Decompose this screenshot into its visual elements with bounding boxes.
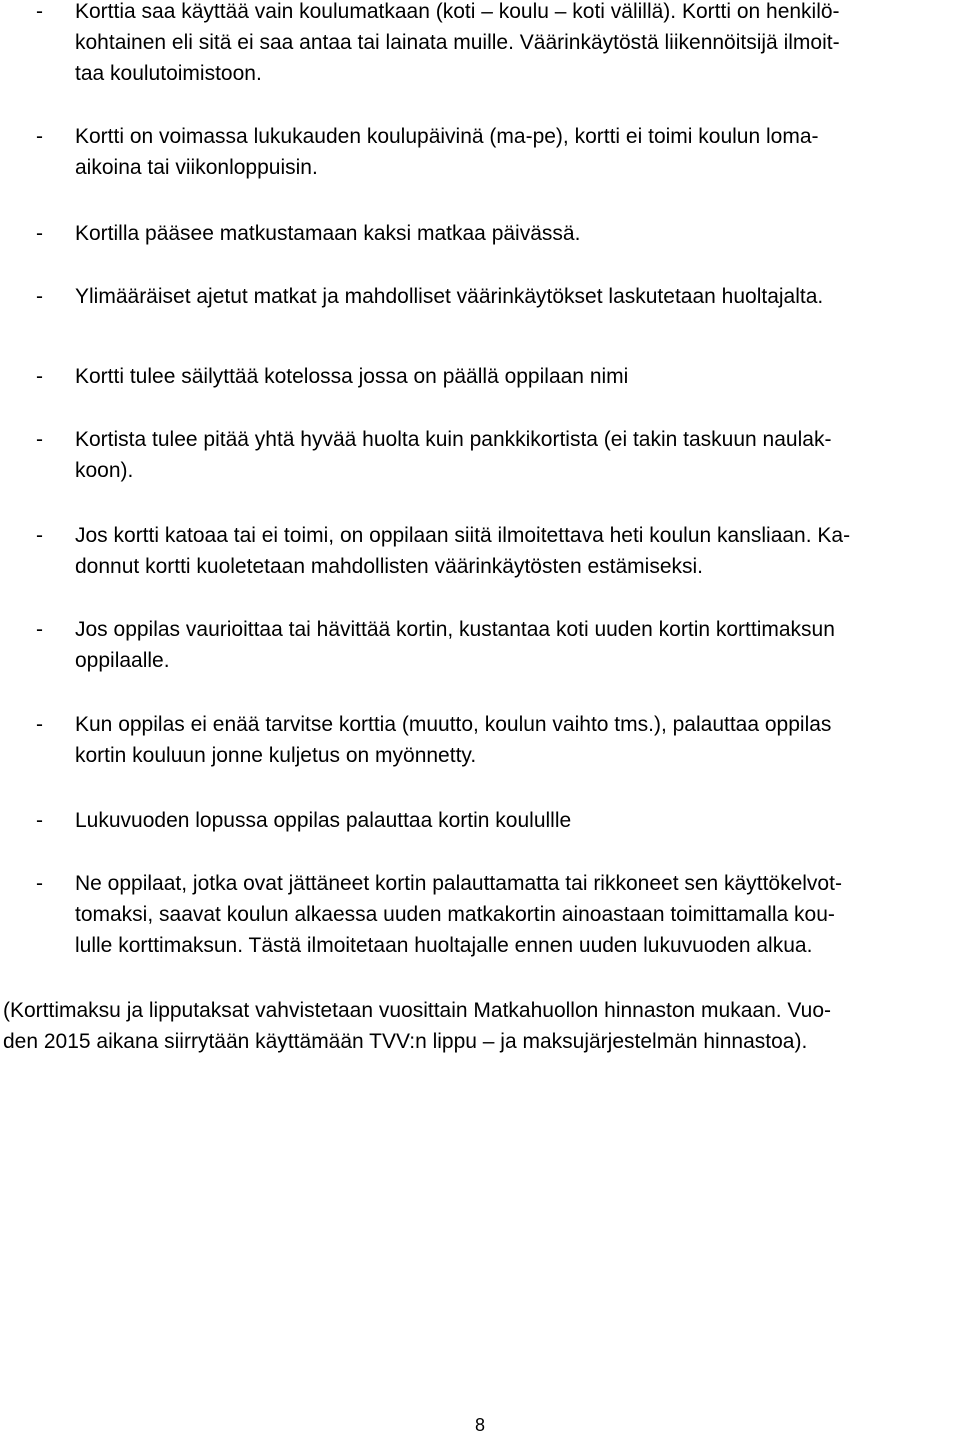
bullet-dash: -: [36, 222, 43, 245]
text-line: kohtainen eli sitä ei saa antaa tai lainata muille. Väärinkäytöstä liikennöitsijä ilmoit-: [75, 31, 840, 54]
text-line: Kortti on voimassa lukukauden koulupäivinä (ma-pe), kortti ei toimi koulun loma-: [75, 125, 819, 148]
bullet-dash: -: [36, 285, 43, 308]
text-line: Kortilla pääsee matkustamaan kaksi matkaa päivässä.: [75, 222, 581, 245]
bullet-dash: -: [36, 713, 43, 736]
bullet-dash: -: [36, 618, 43, 641]
text-line: kortin kouluun jonne kuljetus on myönnetty.: [75, 744, 477, 767]
list-item-text: [75, 805, 571, 836]
list-item-text: [75, 424, 831, 486]
list-item-text: [75, 0, 840, 89]
bullet-dash: -: [36, 872, 43, 895]
text-line: lulle korttimaksun. Tästä ilmoitetaan huoltajalle ennen uuden lukuvuoden alkua.: [75, 934, 813, 957]
text-line: Ne oppilaat, jotka ovat jättäneet kortin palauttamatta tai rikkoneet sen käyttökelvot-: [75, 872, 842, 895]
list-item-text: [75, 121, 819, 183]
text-line: Lukuvuoden lopussa oppilas palauttaa kortin koulullle: [75, 809, 572, 832]
bullet-dash: -: [36, 524, 43, 547]
bullet-dash: -: [36, 0, 43, 23]
text-line: Kun oppilas ei enää tarvitse korttia (muutto, koulun vaihto tms.), palauttaa oppilas: [75, 713, 832, 736]
list-item-text: [75, 868, 842, 961]
list-item-text: [75, 218, 580, 249]
text-line: Kortista tulee pitää yhtä hyvää huolta kuin pankkikortista (ei takin taskuun naulak-: [75, 428, 832, 451]
text-line: Ylimääräiset ajetut matkat ja mahdolliset väärinkäytökset laskutetaan huoltajalta.: [75, 285, 824, 308]
text-line: Kortti tulee säilyttää kotelossa jossa on päällä oppilaan nimi: [75, 365, 629, 388]
text-line: koon).: [75, 459, 134, 482]
bullet-dash: -: [36, 365, 43, 388]
text-line: tomaksi, saavat koulun alkaessa uuden matkakortin ainoastaan toimittamalla kou-: [75, 903, 835, 926]
bullet-dash: -: [36, 809, 43, 832]
list-item-text: [75, 709, 831, 771]
text-line: den 2015 aikana siirrytään käyttämään TVV:n lippu – ja maksujärjestelmän hinnastoa).: [3, 1030, 808, 1053]
list-item-text: [75, 361, 628, 392]
text-line: Jos kortti katoaa tai ei toimi, on oppilaan siitä ilmoitettava heti koulun kansliaan. Ka-: [75, 524, 851, 547]
bullet-dash: -: [36, 428, 43, 451]
text-line: Jos oppilas vaurioittaa tai hävittää kortin, kustantaa koti uuden kortin korttimaksun: [75, 618, 835, 641]
list-item-text: [75, 614, 835, 676]
page-number: 8: [474, 1415, 485, 1435]
bullet-dash: -: [36, 125, 43, 148]
closing-note: [3, 995, 831, 1057]
text-line: (Korttimaksu ja lipputaksat vahvistetaan vuosittain Matkahuollon hinnaston mukaan. Vuo-: [3, 999, 832, 1022]
text-line: oppilaalle.: [75, 649, 170, 672]
list-item-text: [75, 281, 823, 312]
text-line: taa koulutoimistoon.: [75, 62, 262, 85]
text-line: donnut kortti kuoletetaan mahdollisten väärinkäytösten estämiseksi.: [75, 555, 704, 578]
text-line: aikoina tai viikonloppuisin.: [75, 156, 318, 179]
list-item-text: [75, 520, 850, 582]
text-line: Korttia saa käyttää vain koulumatkaan (koti – koulu – koti välillä). Kortti on henkilö-: [75, 0, 840, 23]
